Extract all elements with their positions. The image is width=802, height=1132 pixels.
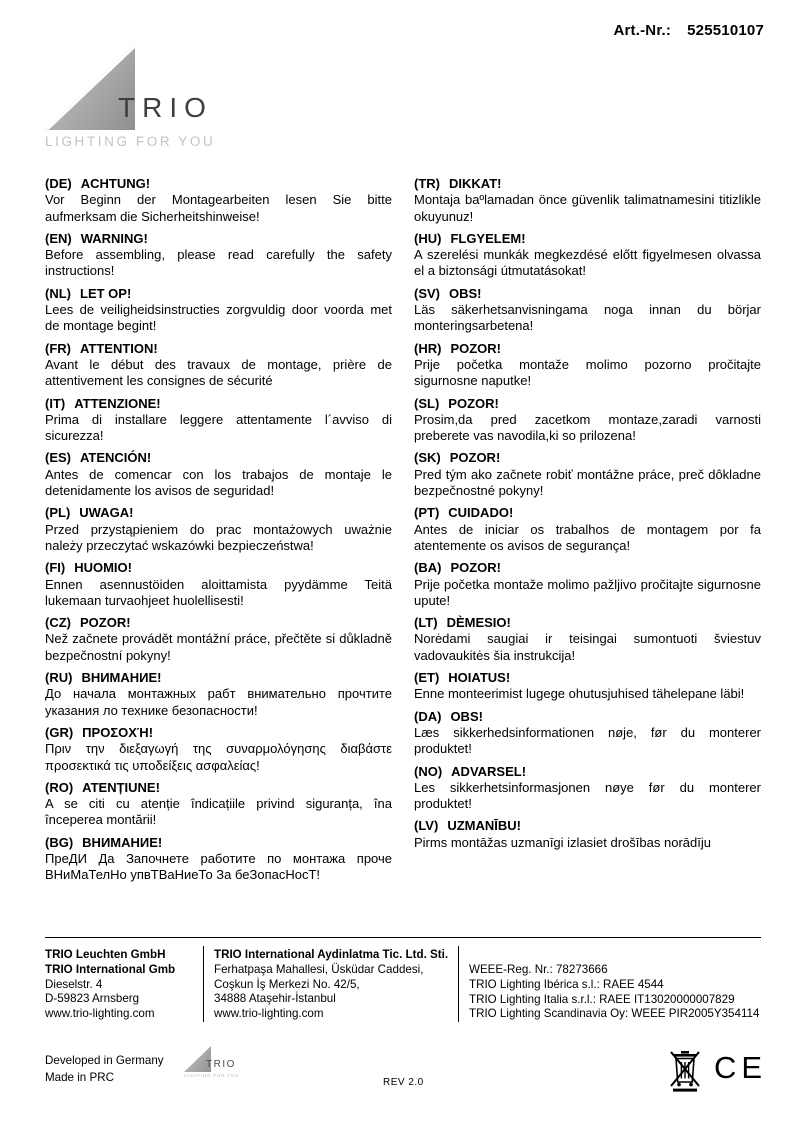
origin-block (45, 1053, 164, 1086)
warning-lang-code: (DE) (45, 176, 72, 191)
warning-title: ВНИМАНИЕ! (81, 670, 162, 686)
warning-body: Läs säkerhetsanvisningama noga innan du börjar monteringsarbetena! (414, 302, 761, 334)
warning-body: Prima di installare leggere attentamente l´avviso di sicurezza! (45, 411, 392, 444)
warning-title: CUIDADO! (448, 505, 514, 521)
warning-title: UZMANĪBU! (447, 818, 521, 834)
trio-logo-tagline: LIGHTING FOR YOU (45, 134, 216, 149)
company-address-line: 34888 Ataşehir-İstanbul (214, 992, 336, 1006)
warning-lang-code: (FI) (45, 560, 66, 576)
warning-lang-code: (ET) (414, 670, 440, 686)
warning-body: Než začnete provádět montážní práce, přečtěte si důkladně bezpečnostní pokyny! (45, 631, 392, 663)
warnings-column-right (414, 176, 761, 890)
trio-mini-logo-tagline: LIGHTING FOR YOU (184, 1073, 240, 1078)
company-address-line: Ferhatpaşa Mahallesi, Üsküdar Caddesi, (214, 962, 424, 976)
warning-entry-it (45, 396, 392, 445)
warning-title: ВНИМАНИЕ! (82, 834, 163, 850)
warning-body: Pirms montāžas uzmanīgi izlasiet drošības norādīju (414, 834, 711, 850)
warning-entry-sv (414, 286, 761, 335)
warning-entry-de (45, 176, 392, 225)
warning-body: Przed przystąpieniem do prac montażowych uważnie należy przeczytać wskazówki bezpieczeństwa! (45, 521, 392, 553)
warning-lang-code: (TR) (414, 176, 440, 191)
made-in-line: Made in PRC (45, 1070, 114, 1084)
warning-title: OBS! (449, 285, 482, 301)
warning-lang-code: (HR) (414, 340, 442, 356)
warning-lang-code: (LT) (414, 615, 438, 631)
warning-body: ПреДИ Да Започнете работите по монтажа проче ВНиМаТелНо упвТВаНиеТо За беЗопасНосТ! (45, 850, 392, 883)
warning-lang-code: (ES) (45, 450, 71, 466)
warning-entry-ro (45, 780, 392, 829)
warning-entry-no (414, 764, 761, 813)
warning-lang-code: (RO) (45, 779, 74, 795)
footer-registrations (458, 946, 761, 1022)
warning-entry-ba (414, 560, 761, 609)
warning-lang-code: (GR) (45, 724, 74, 740)
weee-registration-line: TRIO Lighting Scandinavia Oy: WEEE PIR2005Y354114 (469, 1007, 760, 1021)
warning-entry-gr (45, 725, 392, 774)
warning-lang-code: (IT) (45, 395, 66, 411)
warning-body: Before assembling, please read carefully the safety instructions! (45, 247, 392, 279)
article-number (613, 22, 764, 39)
company-name: TRIO Leuchten GmbH (45, 948, 166, 961)
warning-lang-code: (NL) (45, 285, 71, 301)
developed-in-line: Developed in Germany (45, 1054, 164, 1067)
trio-mini-logo (184, 1046, 254, 1082)
warning-entry-da (414, 709, 761, 758)
warning-entry-et (414, 670, 761, 703)
warning-title: POZOR! (450, 560, 501, 576)
warning-lang-code: (LV) (414, 818, 439, 834)
warning-title: ACHTUNG! (80, 176, 151, 191)
warning-lang-code: (PL) (45, 505, 71, 521)
warning-title: DIKKAT! (449, 176, 502, 191)
warning-body: A se citi cu atenție îndicațiile privind siguranța, îna începerea montării! (45, 796, 392, 828)
warning-lang-code: (FR) (45, 340, 71, 356)
company-website: www.trio-lighting.com (214, 1007, 324, 1021)
warning-lang-code: (SV) (414, 285, 440, 301)
warning-entry-sl (414, 396, 761, 445)
warning-title: OBS! (450, 708, 483, 724)
company-address-line: Coşkun İş Merkezi No. 42/5, (214, 977, 360, 991)
warning-entry-nl (45, 286, 392, 335)
warning-lang-code: (SK) (414, 450, 441, 466)
warning-body: Avant le début des travaux de montage, prière de attentivement les consignes de sécurité (45, 356, 392, 389)
warning-lang-code: (CZ) (45, 615, 71, 631)
warning-entry-bg (45, 835, 392, 884)
warning-entry-lv (414, 818, 761, 851)
warning-entry-cz (45, 615, 392, 664)
footer-company-de (45, 946, 203, 1022)
warning-title: FLGYELEM! (450, 230, 526, 246)
warning-title: WARNING! (80, 230, 148, 246)
warning-title: ATENCIÓN! (80, 450, 152, 466)
warning-body: Enne monteerimist lugege ohutusjuhised tähelepane läbi! (414, 686, 745, 702)
warning-title: POZOR! (450, 340, 501, 356)
company-address-line: Dieselstr. 4 (45, 977, 103, 991)
weee-registration-line: TRIO Lighting Ibérica s.l.: RAEE 4544 (469, 977, 664, 991)
warning-body: Les sikkerhetsinformasjonen nøye før du monterer produktet! (414, 779, 761, 812)
warning-body: Lees de veiligheidsinstructies zorgvuldig door voorda met de montage begint! (45, 302, 392, 334)
trio-mini-logo-text: TRIO (206, 1059, 236, 1070)
warning-title: POZOR! (80, 615, 131, 631)
warning-title: HOIATUS! (448, 670, 511, 686)
warning-entry-es (45, 450, 392, 499)
warning-lang-code: (BA) (414, 560, 442, 576)
warning-body: Norėdami saugiai ir teisingai sumontuoti šviestuv vadovaukitės šia instrukcija! (414, 631, 761, 663)
warning-body: До начала монтажных рабт внимательно прочтите указания ло технике безопасности! (45, 686, 392, 718)
warnings-section (45, 176, 761, 890)
warning-title: POZOR! (448, 395, 499, 411)
warning-body: A szerelési munkák megkezdésé előtt figyelmesen olvassa el a biztonsági útmutatásokat! (414, 247, 761, 279)
warning-title: UWAGA! (79, 505, 134, 521)
warning-lang-code: (BG) (45, 834, 74, 850)
article-number-value: 525510107 (687, 22, 764, 39)
weee-bin-icon (668, 1048, 702, 1092)
warning-lang-code: (NO) (414, 763, 443, 779)
warning-lang-code: (SL) (414, 395, 440, 411)
warning-lang-code: (DA) (414, 708, 442, 724)
company-address-line: D-59823 Arnsberg (45, 992, 140, 1006)
company-name: TRIO International Aydinlatma Tic. Ltd. Sti. (214, 948, 449, 961)
weee-registration-line: TRIO Lighting Italia s.r.l.: RAEE IT13020000007829 (469, 992, 735, 1006)
weee-registration-line: WEEE-Reg. Nr.: 78273666 (469, 963, 608, 976)
warning-entry-ru (45, 670, 392, 719)
warning-entry-sk (414, 450, 761, 499)
warning-title: ΠΡΟΣΟΧΉ! (82, 724, 154, 740)
warning-title: ATTENTION! (80, 340, 158, 356)
warning-entry-lt (414, 615, 761, 664)
warning-title: ATENȚIUNE! (82, 779, 160, 795)
warning-body: Antes de comencar con los trabajos de montaje le detenidamente los avisos de seguridad! (45, 466, 392, 499)
warning-body: Πριν την διεξαγωγή της συναρμολόγησης διαβάστε προσεκτικά τις υποδείξεις ασφαλείας! (45, 741, 392, 773)
warning-entry-hu (414, 231, 761, 280)
company-name: TRIO International Gmb (45, 962, 176, 976)
warning-title: ATTENZIONE! (74, 395, 161, 411)
warning-entry-fr (45, 341, 392, 390)
warning-lang-code: (PT) (414, 505, 440, 521)
footer-company-tr (203, 946, 458, 1022)
trio-logo-text: TRIO (118, 92, 213, 123)
warning-lang-code: (EN) (45, 230, 72, 246)
warning-entry-hr (414, 341, 761, 390)
warning-title: POZOR! (449, 450, 501, 466)
warning-body: Montaja baºlamadan önce güvenlik talimatnamesini titizlikle okuyunuz! (414, 192, 761, 224)
warning-lang-code: (HU) (414, 230, 442, 246)
revision-label: REV 2.0 (383, 1077, 424, 1088)
warning-body: Prije početka montaže molimo pažljivo pročitajte sigurnosne upute! (414, 576, 761, 608)
warning-entry-tr (414, 176, 761, 225)
company-website: www.trio-lighting.com (45, 1007, 155, 1021)
warning-entry-pt (414, 505, 761, 554)
warning-body: Ennen asennustöiden aloittamista pyydämme Teitä lukemaan turvaohjeet huolellisesti! (45, 576, 392, 608)
warning-entry-pl (45, 505, 392, 554)
warnings-column-left (45, 176, 392, 890)
warning-title: HUOMIO! (74, 560, 132, 576)
warning-title: DÈMESIO! (446, 615, 511, 631)
warning-body: Læs sikkerhedsinformationen nøje, før du monterer produktet! (414, 724, 761, 757)
warning-body: Pred tým ako začnete robiť montážne práce, preč dôkladne bezpečnostné pokyny! (414, 466, 761, 499)
warning-entry-fi (45, 560, 392, 609)
warning-body: Prije početka montaže molimo pozorno pročitajte sigurnosne naputke! (414, 356, 761, 389)
warning-entry-en (45, 231, 392, 280)
footer-divider (45, 937, 761, 938)
warning-body: Vor Beginn der Montagearbeiten lesen Sie bitte aufmerksam die Sicherheitshinweise! (45, 192, 392, 224)
warning-body: Antes de iniciar os trabalhos de montagem por fa atentemente os avisos de segurança! (414, 521, 761, 553)
warning-title: LET OP! (80, 285, 132, 301)
warning-lang-code: (RU) (45, 670, 73, 686)
ce-mark-icon: CE (714, 1050, 768, 1085)
trio-logo (45, 44, 275, 154)
article-number-label: Art.-Nr.: (613, 22, 672, 39)
footer (45, 946, 761, 1022)
warning-body: Prosim,da pred zacetkom montaze,zaradi varnosti preberete vas navodila,ki so prilozena! (414, 411, 761, 444)
warning-title: ADVARSEL! (451, 763, 527, 779)
